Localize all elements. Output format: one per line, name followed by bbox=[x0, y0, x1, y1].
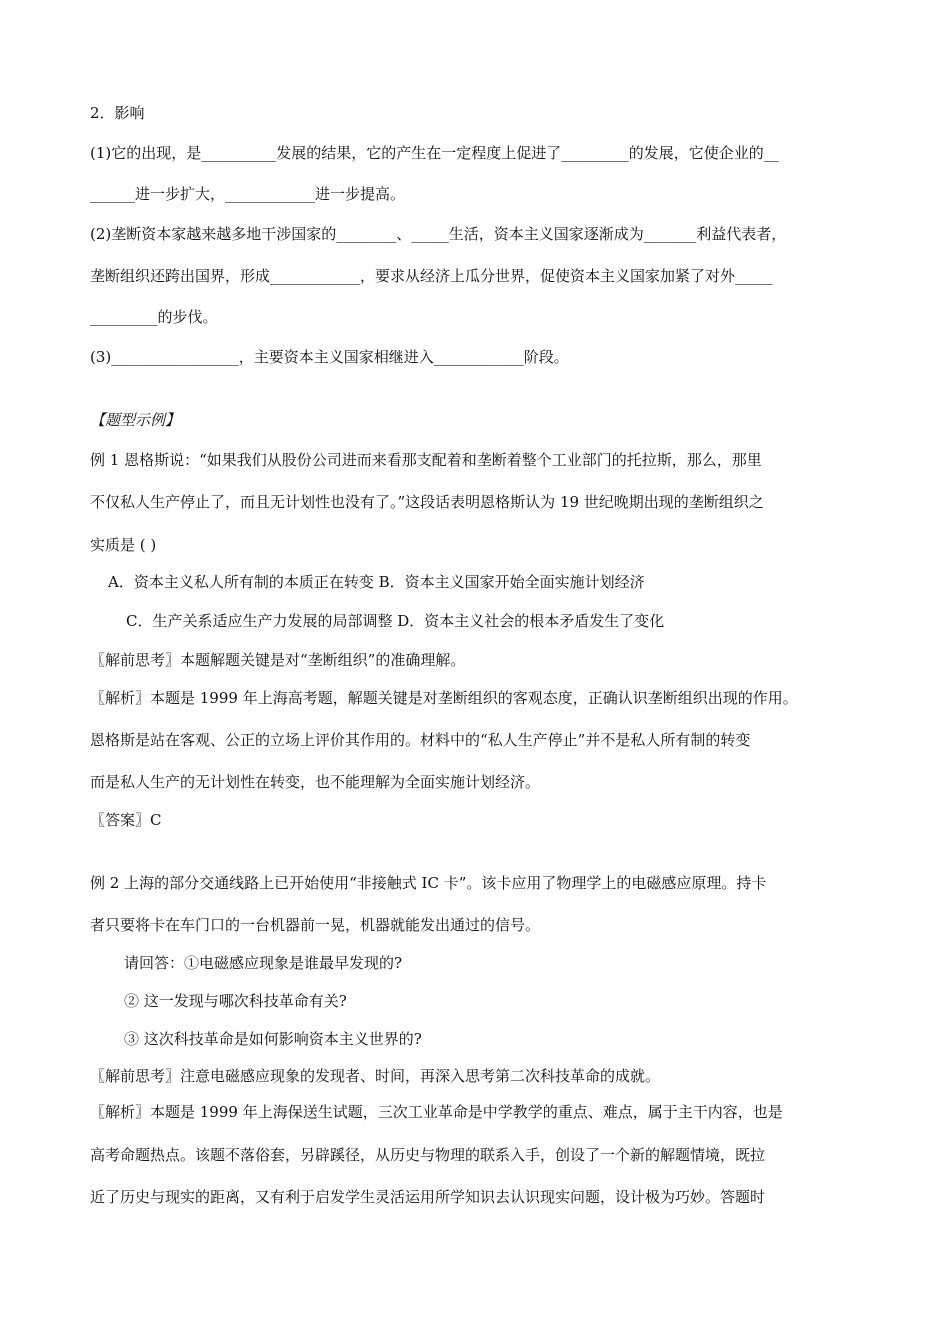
example-2-subquestion: ② 这一发现与哪次科技革命有关? bbox=[124, 992, 347, 1010]
example-1-analysis: 〖解析〗本题是 1999 年上海高考题，解题关键是对垄断组织的客观态度，正确认识垄断组织出现的作用。 bbox=[90, 689, 798, 707]
fill-blank-line: ______进一步扩大，____________进一步提高。 bbox=[90, 185, 406, 203]
example-2-question: 例 2 上海的部分交通线路上已开始使用“非接触式 IC 卡”。该卡应用了物理学上的电磁感应原理。持卡 bbox=[90, 874, 767, 892]
example-2-subquestion: 请回答：①电磁感应现象是谁最早发现的? bbox=[124, 954, 403, 972]
example-2-analysis: 高考命题热点。该题不落俗套，另辟蹊径，从历史与物理的联系入手，创设了一个新的解题情境，既拉 bbox=[90, 1146, 766, 1164]
section-heading: 2．影响 bbox=[90, 104, 145, 122]
example-1-options-cd: C．生产关系适应生产力发展的局部调整 D．资本主义社会的根本矛盾发生了变化 bbox=[126, 612, 665, 630]
example-1-answer: 〖答案〗C bbox=[90, 811, 162, 829]
fill-blank-line: (2)垄断资本家越来越多地干涉国家的________、_____生活，资本主义国家逐渐成为_______利益代表者， bbox=[90, 225, 787, 243]
example-1-options-ab: A．资本主义私人所有制的本质正在转变 B．资本主义国家开始全面实施计划经济 bbox=[108, 573, 645, 591]
example-1-analysis: 恩格斯是站在客观、公正的立场上评价其作用的。材料中的“私人生产停止”并不是私人所有制的转变 bbox=[90, 731, 751, 749]
example-2-question: 者只要将卡在车门口的一台机器前一晃，机器就能发出通过的信号。 bbox=[90, 916, 541, 934]
fill-blank-line: _________的步伐。 bbox=[90, 308, 218, 326]
example-1-analysis: 而是私人生产的无计划性在转变，也不能理解为全面实施计划经济。 bbox=[90, 773, 541, 791]
example-1-question: 例 1 恩格斯说：“如果我们从股份公司进而来看那支配着和垄断着整个工业部门的托拉斯，那么，那里 bbox=[90, 451, 762, 469]
example-2-subquestion: ③ 这次科技革命是如何影响资本主义世界的? bbox=[124, 1030, 422, 1048]
example-1-think: 〖解前思考〗本题解题关键是对“垄断组织”的准确理解。 bbox=[90, 651, 466, 669]
example-2-think: 〖解前思考〗注意电磁感应现象的发现者、时间，再深入思考第二次科技革命的成就。 bbox=[90, 1067, 661, 1085]
example-2-analysis: 近了历史与现实的距离，又有利于启发学生灵活运用所学知识去认识现实问题，设计极为巧妙。答题时 bbox=[90, 1188, 766, 1206]
example-1-question: 不仅私人生产停止了，而且无计划性也没有了。”这段话表明恩格斯认为 19 世纪晚期出现的垄断组织之 bbox=[90, 493, 764, 511]
examples-heading: 【题型示例】 bbox=[90, 411, 181, 429]
fill-blank-line: (1)它的出现，是__________发展的结果，它的产生在一定程度上促进了_________的发展，它使企业的__ bbox=[90, 144, 779, 162]
example-1-question: 实质是 ( ) bbox=[90, 536, 157, 554]
fill-blank-line: (3)_________________，主要资本主义国家相继进入____________阶段。 bbox=[90, 348, 569, 366]
fill-blank-line: 垄断组织还跨出国界，形成____________，要求从经济上瓜分世界，促使资本主义国家加紧了对外_____ bbox=[90, 267, 773, 285]
example-2-analysis: 〖解析〗本题是 1999 年上海保送生试题，三次工业革命是中学教学的重点、难点，属于主干内容，也是 bbox=[90, 1103, 783, 1121]
